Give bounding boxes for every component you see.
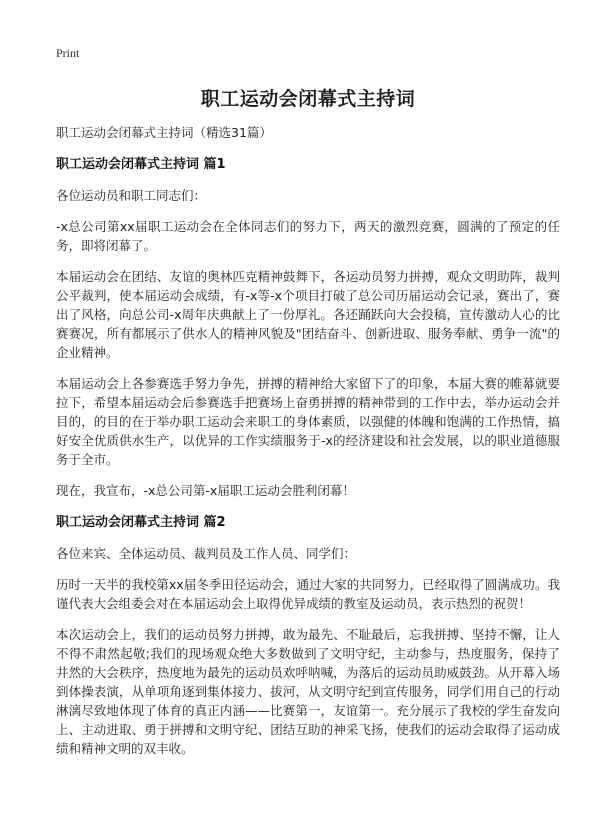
section-2 [56, 514, 560, 758]
section-1 [56, 156, 560, 500]
paragraph: -x总公司第xx届职工运动会在全体同志们的努力下，两天的激烈竞赛，圆满的了预定的任务，即将闭幕了。 [56, 219, 560, 253]
paragraph: 各位运动员和职工同志们： [56, 188, 207, 203]
paragraph: 历时一天半的我校第xx届冬季田径运动会，通过大家的共同努力，已经取得了圆满成功。我谨代表大会组委会对在本届运动会上取得优异成绩的教室及运动员，表示热烈的祝贺！ [56, 577, 560, 611]
paragraph: 本届运动会上各参赛选手努力争先，拼搏的精神给大家留下了的印象，本届大赛的帷幕就要拉下，希望本届运动会后参赛选手把赛场上奋勇拼搏的精神带到的工作中去，举办运动会并目的，的目的在于举办职工运动会来职工的身体素质，以强健的体魄和饱满的工作热情，搞好安全优质供水生产，以优异的工作实绩服务于-x的经济建设和社会发展，以的职业道德服务于全市。 [56, 376, 560, 467]
paragraph: 各位来宾、全体运动员、裁判员及工作人员、同学们： [56, 546, 357, 561]
print-link[interactable]: Print [56, 46, 80, 60]
document-subtitle: 职工运动会闭幕式主持词（精选31篇） [56, 125, 272, 140]
paragraph: 现在，我宣布，-x总公司第-x届职工运动会胜利闭幕！ [56, 483, 355, 498]
section-heading: 职工运动会闭幕式主持词 篇2 [56, 515, 226, 530]
section-heading: 职工运动会闭幕式主持词 篇1 [56, 157, 226, 172]
paragraph: 本次运动会上，我们的运动员努力拼搏，敢为最先、不耻最后，忘我拼搏、坚持不懈，让人不得不肃然起敬;我们的现场观众绝大多数做到了文明守纪，主动参与，热度服务，保持了井然的大会秩序，热度地为最先的运动员欢呼呐喊，为落后的运动员助威鼓劲。从开幕入场到体操表演，从单项角逐到集体接力、拔河，从文明守纪到宣传服务，同学们用自己的行动淋漓尽致地体现了体育的真正内涵——比赛第一，友谊第一。充分展示了我校的学生奋发向上、主动进取、勇于拼搏和文明守纪、团结互助的神采飞扬，使我们的运动会取得了运动成绩和精神文明的双丰收。 [56, 627, 560, 756]
paragraph: 本届运动会在团结、友谊的奥林匹克精神鼓舞下，各运动员努力拼搏，观众文明助阵，裁判公平裁判，使本届运动会成绩，有-x等-x个项目打破了总公司历届运动会记录，赛出了，赛出了风格，向总公司-x周年庆典献上了一份厚礼。各还踊跃向大会投稿，宣传激动人心的比赛赛况，所有都展示了供水人的精神风貌及"团结奋斗、创新进取、服务奉献、勇争一流"的企业精神。 [56, 269, 560, 360]
document-title: 职工运动会闭幕式主持词 [200, 88, 416, 110]
